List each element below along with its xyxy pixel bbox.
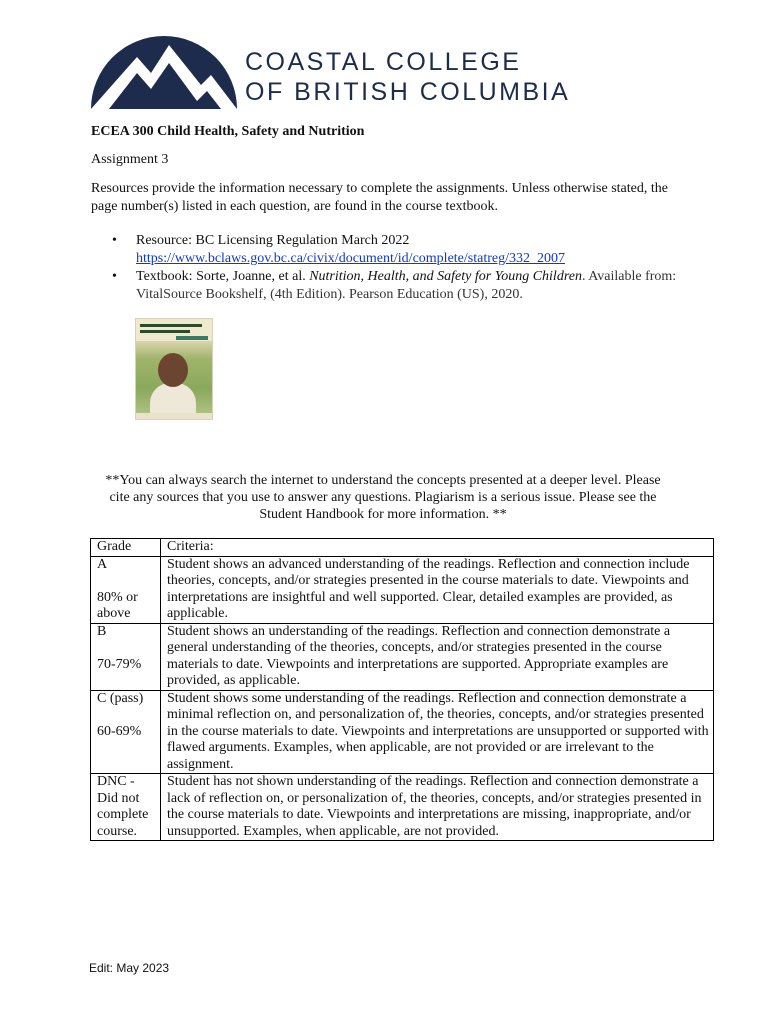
college-logo xyxy=(89,33,571,111)
college-name-line2: OF BRITISH COLUMBIA xyxy=(245,78,571,106)
grading-rubric-table xyxy=(90,538,714,841)
table-header-row xyxy=(91,539,714,557)
textbook-cover-image xyxy=(135,318,213,420)
footer-edit-date: Edit: May 2023 xyxy=(89,961,170,975)
criteria-cell: Student shows an advanced understanding of the readings. Reflection and connection include theories, concepts, and/or strategies presented in the course materials to date. Viewpoints and interpretations are insightful and well supported. Clear, detailed examples are provided, as applicable. xyxy=(161,556,714,623)
mountain-logo-icon xyxy=(89,33,239,111)
table-row xyxy=(91,623,714,690)
bullet-icon: • xyxy=(112,269,117,284)
textbook-suffix: . Available from: VitalSource Bookshelf, (4th Edition). Pearson Education (US), 2020. xyxy=(136,269,677,302)
textbook-title: Nutrition, Health, and Safety for Young Children xyxy=(309,269,582,284)
grade-range: 60-69% xyxy=(97,723,142,739)
table-row xyxy=(91,556,714,623)
grade-letter: B xyxy=(97,623,107,639)
grade-range: 80% or above xyxy=(97,589,138,621)
resource-label: Resource: BC Licensing Regulation March 2022 xyxy=(136,233,410,248)
course-title: ECEA 300 Child Health, Safety and Nutrition xyxy=(91,124,365,139)
bullet-icon: • xyxy=(112,233,117,248)
assignment-title: Assignment 3 xyxy=(91,152,169,167)
grade-cell xyxy=(91,623,161,690)
list-item-textbook xyxy=(112,268,712,304)
grade-cell xyxy=(91,556,161,623)
grade-range: 70-79% xyxy=(97,656,142,672)
list-item-resource xyxy=(112,232,712,268)
table-row xyxy=(91,774,714,841)
grade-cell xyxy=(91,690,161,774)
grade-letter: A xyxy=(97,556,108,572)
criteria-cell: Student shows an understanding of the readings. Reflection and connection demonstrate a general understanding of the theories, concepts, and/or strategies presented in the course materials to date. Viewpoints and interpretations are supported. Appropriate examples are provided, as applicable. xyxy=(161,623,714,690)
textbook-prefix: Textbook: Sorte, Joanne, et al. xyxy=(136,269,310,284)
header-criteria: Criteria: xyxy=(161,539,714,557)
grade-letter: C (pass) xyxy=(97,690,144,706)
grade-letter: DNC - Did not complete course. xyxy=(97,774,149,839)
college-name xyxy=(245,47,570,107)
resource-list xyxy=(112,232,712,304)
criteria-cell: Student has not shown understanding of the readings. Reflection and connection demonstrate a lack of reflection on, or personalization of, the theories, concepts, and/or strategies presented in the course materials to date. Viewpoints and interpretations are missing, inappropriate, and/or unsupported. Examples, when applicable, are not provided. xyxy=(161,774,714,841)
header-grade: Grade xyxy=(91,539,161,557)
plagiarism-note: **You can always search the internet to understand the concepts presented at a deeper level. Please cite any sources that you use to answer any questions. Plagiarism is a serious issue. Please see the Student Handbook for more information. ** xyxy=(105,473,661,522)
grade-cell xyxy=(91,774,161,841)
resource-link[interactable]: https://www.bclaws.gov.bc.ca/civix/document/id/complete/statreg/332_2007 xyxy=(136,251,565,266)
criteria-cell: Student shows some understanding of the readings. Reflection and connection demonstrate a minimal reflection on, and personalization of, the theories, concepts, and/or strategies presented in the course materials to date. Viewpoints and interpretations are unsupported or supported with flawed arguments. Examples, when applicable, are not provided or are irrelevant to the assignment. xyxy=(161,690,714,774)
college-name-line1: COASTAL COLLEGE xyxy=(245,48,522,76)
intro-paragraph: Resources provide the information necessary to complete the assignments. Unless otherwise stated, the page number(s) listed in each question, are found in the course textbook. xyxy=(91,181,668,214)
table-row xyxy=(91,690,714,774)
